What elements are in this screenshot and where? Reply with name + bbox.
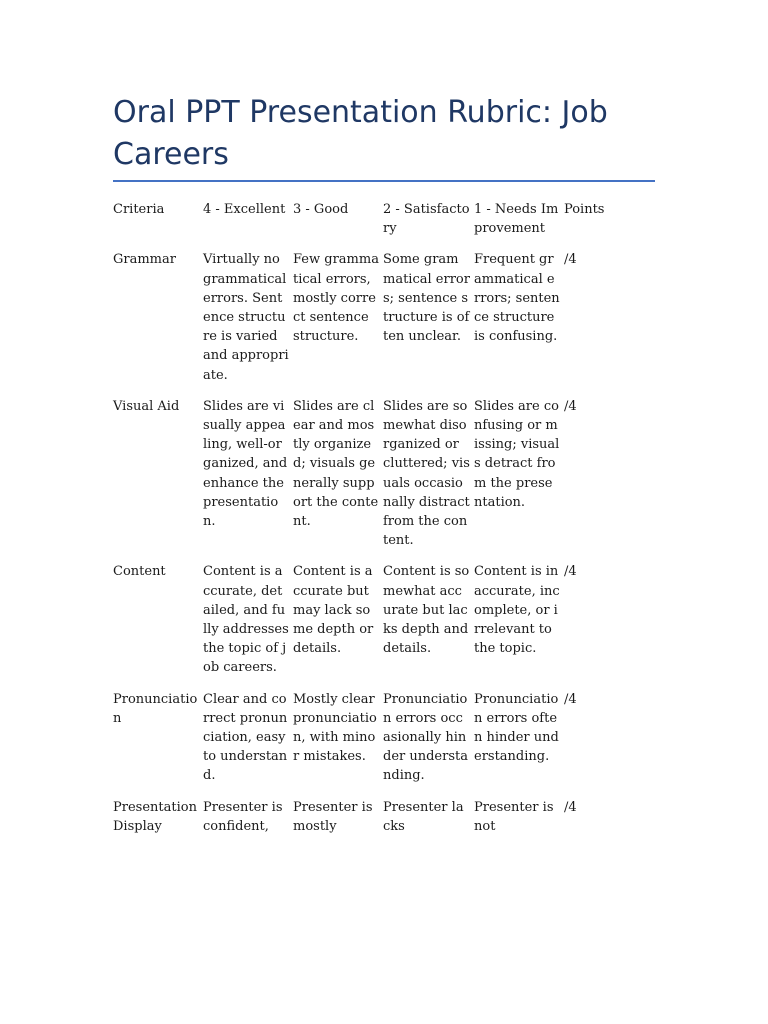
- cell-needs-improvement: Slides are confusing or missing; visuals detract from the presentation.: [474, 398, 560, 510]
- cell-excellent: Virtually no grammatical errors. Sentence structure is varied and appropriate.: [203, 252, 289, 383]
- header-excellent: 4 - Excellent: [203, 202, 286, 217]
- cell-excellent: Slides are visually appealing, well-organized, and enhance the presentation.: [203, 398, 288, 530]
- table-row: [113, 397, 653, 563]
- cell-good: Few grammatical errors, mostly correct sentence structure.: [293, 252, 379, 345]
- cell-excellent: Clear and correct pronunciation, easy to understand.: [203, 691, 288, 784]
- cell-criterion: Pronunciation: [113, 691, 198, 726]
- title-underline: [113, 180, 655, 182]
- table-row: [113, 690, 653, 798]
- cell-satisfactory: Slides are somewhat disorganized or cluttered; visuals occasionally distract from the content.: [383, 398, 470, 549]
- cell-satisfactory: Pronunciation errors occasionally hinder understanding.: [383, 691, 468, 784]
- table-row: [113, 250, 653, 396]
- cell-good: Slides are clear and mostly organized; visuals generally support the content.: [293, 398, 379, 530]
- cell-good: Presenter is mostly: [293, 799, 373, 834]
- header-good: 3 - Good: [293, 202, 349, 217]
- cell-satisfactory: Content is somewhat accurate but lacks depth and details.: [383, 564, 470, 657]
- cell-needs-improvement: Content is inaccurate, incomplete, or irrelevant to the topic.: [474, 564, 560, 657]
- cell-points: /4: [564, 252, 577, 268]
- document-title: Oral PPT Presentation Rubric: Job Careers: [113, 95, 608, 172]
- rubric-table: [113, 200, 653, 848]
- cell-criterion: Grammar: [113, 252, 176, 268]
- table-header-row: [113, 200, 653, 250]
- header-criteria: Criteria: [113, 202, 165, 217]
- cell-good: Content is accurate but may lack some depth or details.: [293, 564, 374, 657]
- table-row: [113, 798, 653, 848]
- cell-points: /4: [564, 564, 577, 580]
- cell-good: Mostly clear pronunciation, with minor mistakes.: [293, 691, 377, 765]
- cell-needs-improvement: Pronunciation errors often hinder understanding.: [474, 691, 559, 765]
- cell-excellent: Presenter is confident,: [203, 799, 283, 834]
- header-needs-improvement: 1 - Needs Improvement: [474, 202, 559, 237]
- cell-needs-improvement: Presenter is not: [474, 799, 554, 834]
- cell-points: /4: [564, 799, 577, 815]
- cell-points: /4: [564, 398, 577, 414]
- cell-criterion: Visual Aid: [113, 398, 180, 414]
- cell-satisfactory: Some grammatical errors; sentence structure is often unclear.: [383, 252, 470, 345]
- cell-needs-improvement: Frequent grammatical errors; sentence structure is confusing.: [474, 252, 560, 345]
- table-row: [113, 562, 653, 689]
- header-points: Points: [564, 202, 605, 217]
- cell-criterion: Content: [113, 564, 166, 580]
- cell-excellent: Content is accurate, detailed, and fully addresses the topic of job careers.: [203, 564, 289, 676]
- header-satisfactory: 2 - Satisfactory: [383, 202, 470, 237]
- cell-points: /4: [564, 691, 577, 707]
- cell-satisfactory: Presenter lacks: [383, 799, 464, 834]
- cell-criterion: Presentation Display: [113, 799, 197, 834]
